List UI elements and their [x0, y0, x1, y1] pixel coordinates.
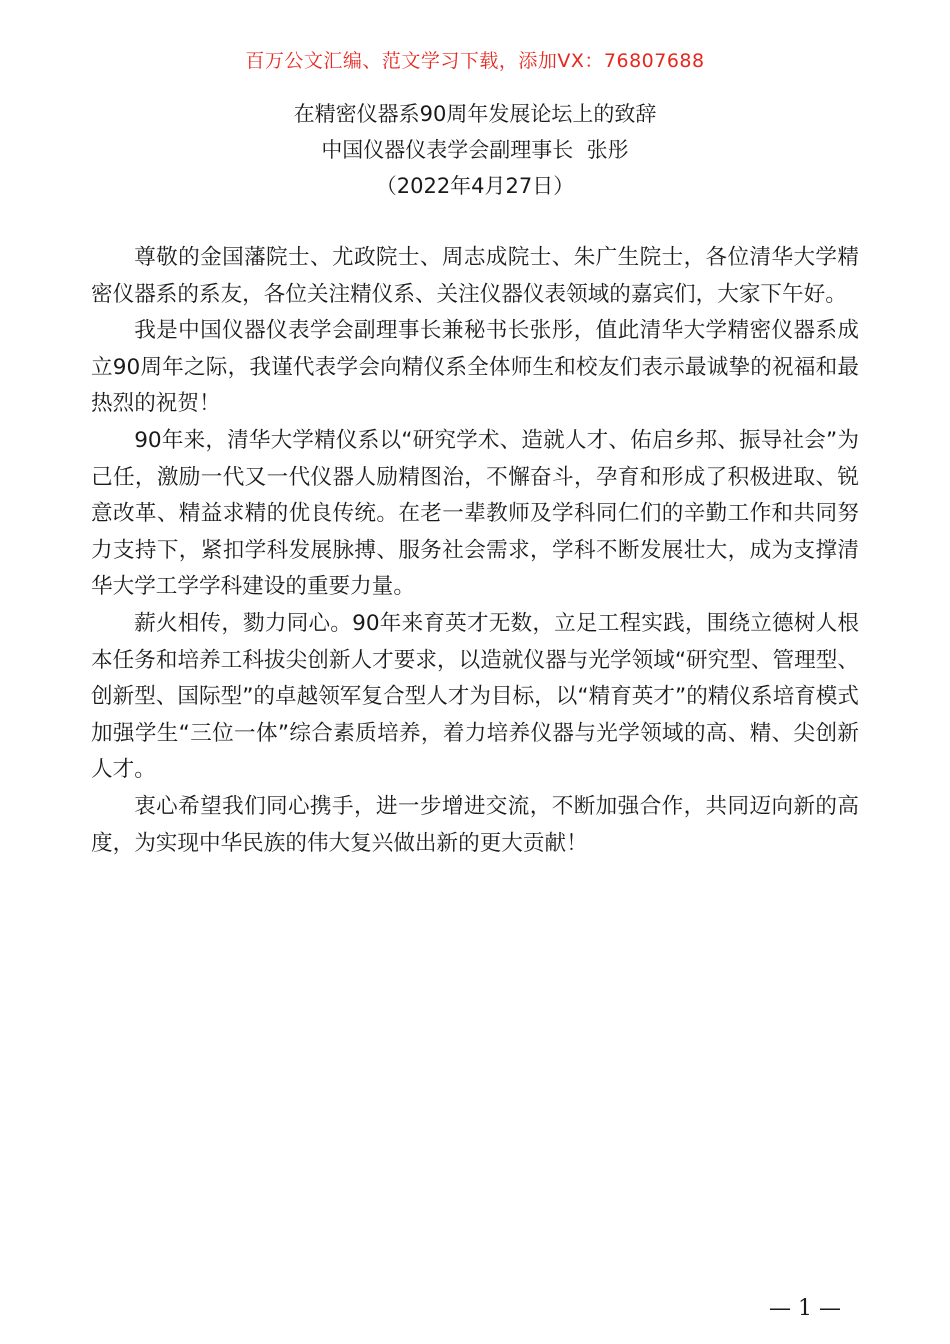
document-title: 在精密仪器系90周年发展论坛上的致辞	[293, 102, 657, 126]
date-line: （2022年4月27日）	[375, 174, 575, 198]
page-number: — 1 —	[769, 1296, 841, 1321]
watermark-banner: 百万公文汇编、范文学习下载，添加VX：76807688	[245, 50, 705, 72]
paragraph-closing: 衷心希望我们同心携手，进一步增进交流，不断加强合作，共同迈向新的高度，为实现中华民族的伟大复兴做出新的更大贡献！	[91, 793, 859, 856]
document-body	[91, 240, 859, 862]
title-block	[0, 96, 950, 204]
paragraph-talent: 薪火相传，勠力同心。90年来育英才无数，立足工程实践，围绕立德树人根本任务和培养工科拔尖创新人才要求，以造就仪器与光学领域“研究型、管理型、创新型、国际型”的卓越领军复合型人才为目标，以“精育英才”的精仪系培育模式加强学生“三位一体”综合素质培养，着力培养仪器与光学领域的高、精、尖创新人才。	[91, 610, 859, 783]
speaker-line: 中国仪器仪表学会副理事长 张彤	[321, 138, 629, 162]
paragraph-greeting: 尊敬的金国藩院士、尤政院士、周志成院士、朱广生院士，各位清华大学精密仪器系的系友，各位关注精仪系、关注仪器仪表领域的嘉宾们，大家下午好。	[91, 245, 859, 307]
paragraph-history: 90年来，清华大学精仪系以“研究学术、造就人才、佑启乡邦、振导社会”为己任，激励一代又一代仪器人励精图治，不懈奋斗，孕育和形成了积极进取、锐意改革、精益求精的优良传统。在老一辈教师及学科同仁们的辛勤工作和共同努力支持下，紧扣学科发展脉搏、服务社会需求，学科不断发展壮大，成为支撑清华大学工学学科建设的重要力量。	[91, 427, 859, 600]
paragraph-introduction: 我是中国仪器仪表学会副理事长兼秘书长张彤，值此清华大学精密仪器系成立90周年之际，我谨代表学会向精仪系全体师生和校友们表示最诚挚的祝福和最热烈的祝贺！	[91, 318, 859, 417]
